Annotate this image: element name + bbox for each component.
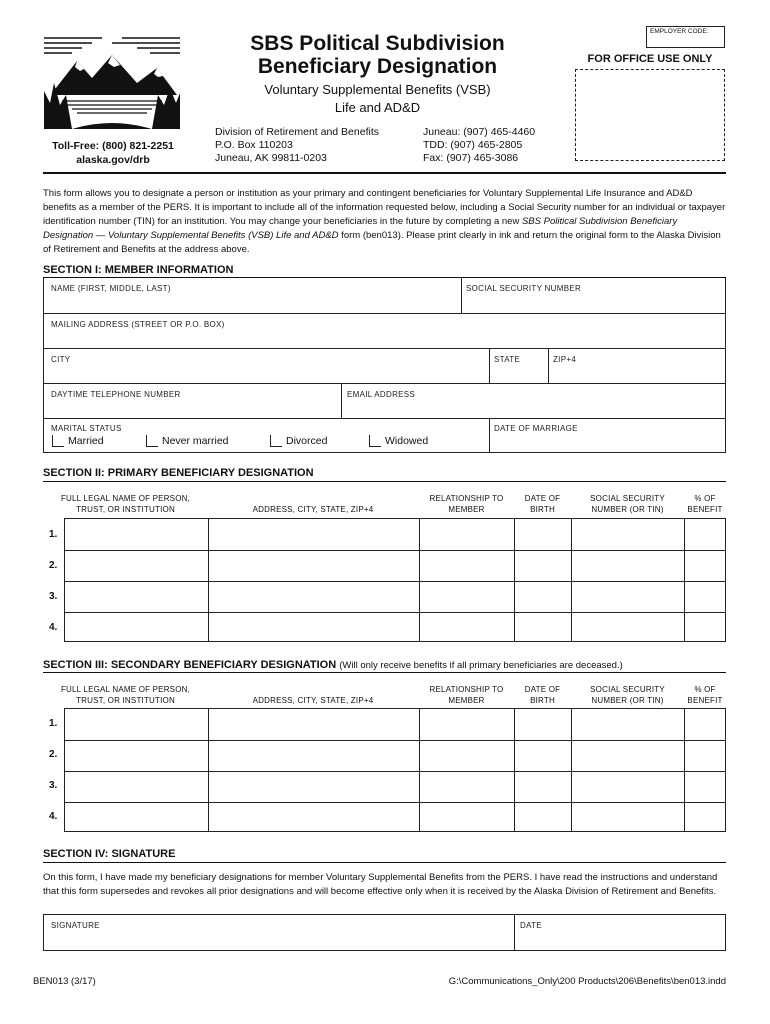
col-address-header: ADDRESS, CITY, STATE, ZIP+4 [252,505,374,514]
primary-row-2[interactable] [65,551,725,581]
city-field[interactable] [44,349,489,383]
city-zip: Juneau, AK 99811-0203 [215,152,327,164]
state-logo [42,33,182,131]
secondary-row-4[interactable] [65,803,725,832]
office-use-label: FOR OFFICE USE ONLY [587,53,713,65]
col-pct-header: % OF BENEFIT [687,685,723,705]
mailing-address-label: MAILING ADDRESS (STREET OR P.O. BOX) [51,320,225,329]
header-divider [43,172,726,174]
col-name-header: FULL LEGAL NAME OF PERSON, TRUST, OR INSTITUTION [60,494,191,514]
col-relationship-header: RELATIONSHIP TO MEMBER [429,494,504,514]
secondary-row-number: 3. [49,780,58,791]
secondary-row-3[interactable] [65,772,725,802]
form-subtitle-line1: Voluntary Supplemental Benefits (VSB) [264,82,491,97]
col-pct-header: % OF BENEFIT [687,494,723,514]
signature-label: SIGNATURE [51,921,100,930]
office-use-box [575,69,725,161]
primary-row-number: 3. [49,591,58,602]
date-field[interactable] [515,915,725,950]
marital-option-widowed[interactable] [369,435,428,447]
section1-heading: SECTION I: MEMBER INFORMATION [43,264,234,276]
primary-row-number: 2. [49,560,58,571]
section3-note: (Will only receive benefits if all primary beneficiaries are deceased.) [339,660,623,671]
marriage-date-label: DATE OF MARRIAGE [494,424,578,433]
col-ssn-header: SOCIAL SECURITY NUMBER (OR TIN) [590,685,665,705]
never-married-checkbox[interactable] [146,435,158,447]
juneau-phone: Juneau: (907) 465-4460 [423,126,536,138]
tdd-phone: TDD: (907) 465-2805 [423,139,523,151]
signature-grid [43,914,726,951]
section2-heading: SECTION II: PRIMARY BENEFICIARY DESIGNATION [43,467,314,479]
col-dob-header: DATE OF BIRTH [524,494,561,514]
married-checkbox[interactable] [52,435,64,447]
intro-paragraph [43,187,726,257]
form-title-line1: SBS Political Subdivision [250,32,505,55]
secondary-row-number: 2. [49,749,58,760]
toll-free-phone: Toll-Free: (800) 821-2251 [52,140,174,152]
division-name: Division of Retirement and Benefits [215,126,379,138]
section4-heading: SECTION IV: SIGNATURE [43,848,176,860]
marital-option-never-married[interactable] [146,435,229,447]
married-label: Married [68,435,104,447]
po-box: P.O. Box 110203 [215,139,293,151]
member-info-grid [43,278,726,453]
intro-text-part1: This form allows you to designate a person or institution as your primary and contingent beneficiaries for Voluntary Supplemental Life Insurance and AD&D benefits as a member of the PERS. It is important to include all of the information requested below, including a Social Security number for an individual or taxpayer identification number (TIN) for an institution. You may change your beneficiaries in the future by completing a new [43,188,726,227]
employer-code-label: EMPLOYER CODE: [650,28,709,35]
secondary-row-2[interactable] [65,741,725,771]
intro-form-name: SBS Political Subdivision Beneficiary Designation — Voluntary Supplemental Benefits (VSB) Life and AD&D [43,216,678,241]
email-label: EMAIL ADDRESS [347,390,416,399]
col-dob-header: DATE OF BIRTH [524,685,561,705]
section3-title: SECTION III: SECONDARY BENEFICIARY DESIGNATION [43,659,337,671]
file-path: G:\Communications_Only\200 Products\206\Benefits\ben013.indd [448,976,726,987]
phone-label: DAYTIME TELEPHONE NUMBER [51,390,181,399]
secondary-beneficiary-table [43,673,726,833]
name-label: NAME (FIRST, MIDDLE, LAST) [51,284,171,293]
divorced-checkbox[interactable] [270,435,282,447]
form-id: BEN013 (3/17) [33,976,96,987]
primary-grid [64,518,726,642]
state-label: STATE [494,355,521,364]
website: alaska.gov/drb [76,154,150,166]
secondary-row-number: 1. [49,718,58,729]
section3-heading [43,659,623,671]
form-subtitle-line2: Life and AD&D [334,100,421,115]
signature-field[interactable] [44,915,514,950]
zip-label: ZIP+4 [553,355,577,364]
signature-statement: On this form, I have made my beneficiary designations for member Voluntary Supplemental Benefits from the PERS. I have read the instructions and understand that this form supersedes and revokes all prior designations and will become effective only when it is received by the Alaska Division of Retirement and Benefits. [43,872,718,897]
col-name-header: FULL LEGAL NAME OF PERSON, TRUST, OR INSTITUTION [60,685,191,705]
primary-row-number: 1. [49,529,58,540]
col-ssn-header: SOCIAL SECURITY NUMBER (OR TIN) [590,494,665,514]
col-relationship-header: RELATIONSHIP TO MEMBER [429,685,504,705]
marital-option-married[interactable] [52,435,104,447]
col-address-header: ADDRESS, CITY, STATE, ZIP+4 [252,696,374,705]
secondary-row-number: 4. [49,811,58,822]
intro-text-part2: form (ben013). Please print clearly in ink and return the original form to the Alaska Division of Retirement and Benefits at the address above. [43,230,721,255]
secondary-row-1[interactable] [65,709,725,740]
employer-code-field[interactable] [646,26,725,48]
primary-row-number: 4. [49,622,58,633]
primary-row-3[interactable] [65,582,725,612]
marital-option-divorced[interactable] [270,435,327,447]
widowed-checkbox[interactable] [369,435,381,447]
fax-number: Fax: (907) 465-3086 [423,152,519,164]
marital-status-label: MARITAL STATUS [51,424,122,433]
form-title-line2: Beneficiary Designation [257,55,498,78]
primary-row-4[interactable] [65,613,725,642]
widowed-label: Widowed [385,435,429,447]
divorced-label: Divorced [286,435,328,447]
primary-beneficiary-table [43,482,726,642]
date-label: DATE [520,921,542,930]
secondary-grid [64,708,726,832]
ssn-label: SOCIAL SECURITY NUMBER [466,284,582,293]
city-label: CITY [51,355,71,364]
never-married-label: Never married [162,435,229,447]
section4-underline [43,862,726,863]
primary-row-1[interactable] [65,519,725,550]
